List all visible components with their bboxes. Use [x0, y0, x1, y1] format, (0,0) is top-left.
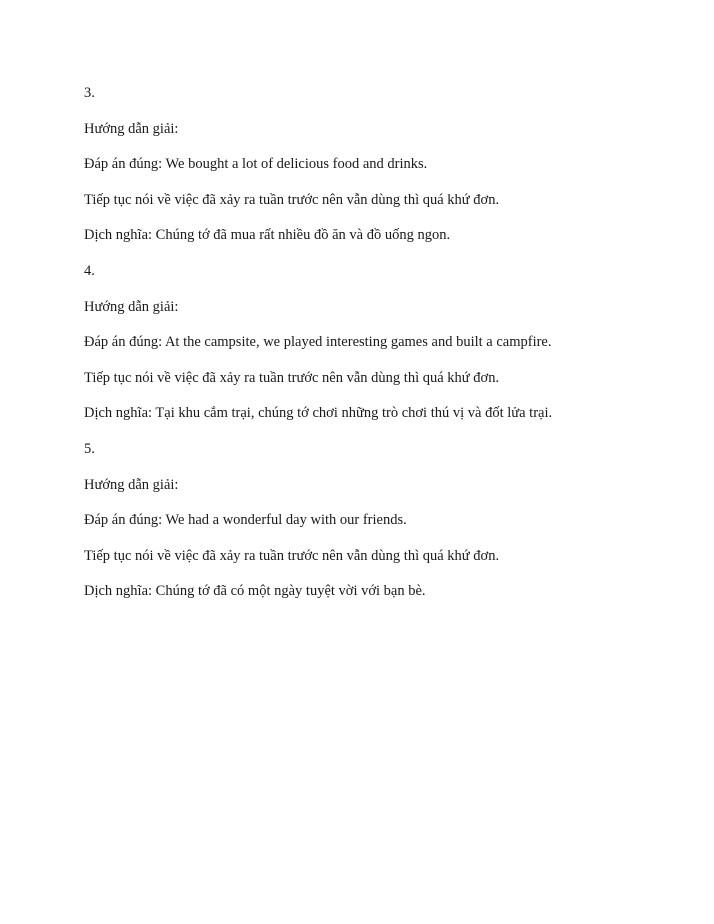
correct-answer: Đáp án đúng: We bought a lot of delicious food and drinks. — [84, 156, 428, 173]
correct-answer: Đáp án đúng: At the campsite, we played interesting games and built a campfire. — [84, 334, 552, 351]
answer-section-5 — [84, 440, 644, 600]
translation: Dịch nghĩa: Tại khu cắm trại, chúng tớ chơi những trò chơi thú vị và đốt lửa trại. — [84, 405, 553, 422]
guide-label: Hướng dẫn giải: — [84, 120, 179, 137]
correct-answer: Đáp án đúng: We had a wonderful day with our friends. — [84, 512, 407, 529]
translation: Dịch nghĩa: Chúng tớ đã mua rất nhiều đồ ăn và đồ uống ngon. — [84, 227, 451, 244]
question-number: 4. — [84, 262, 95, 279]
explanation: Tiếp tục nói về việc đã xảy ra tuần trước nên vẫn dùng thì quá khứ đơn. — [84, 369, 500, 386]
explanation: Tiếp tục nói về việc đã xảy ra tuần trước nên vẫn dùng thì quá khứ đơn. — [84, 191, 500, 208]
guide-label: Hướng dẫn giải: — [84, 298, 179, 315]
answer-section-4 — [84, 262, 644, 422]
document-content — [84, 84, 644, 618]
answer-section-3 — [84, 84, 644, 244]
question-number: 5. — [84, 440, 95, 457]
explanation: Tiếp tục nói về việc đã xảy ra tuần trước nên vẫn dùng thì quá khứ đơn. — [84, 547, 500, 564]
guide-label: Hướng dẫn giải: — [84, 476, 179, 493]
translation: Dịch nghĩa: Chúng tớ đã có một ngày tuyệt vời với bạn bè. — [84, 583, 426, 600]
question-number: 3. — [84, 85, 95, 101]
